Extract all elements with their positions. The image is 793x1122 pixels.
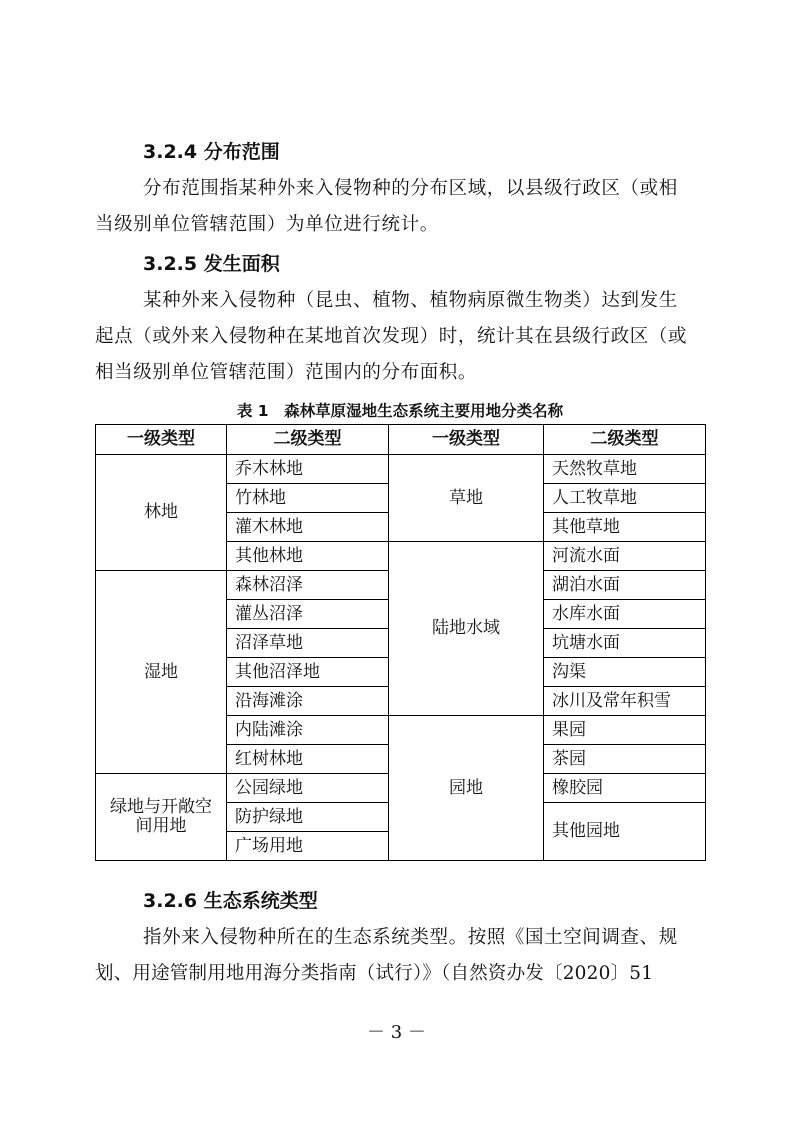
table-cell: 茶园 xyxy=(544,745,706,774)
table-cell: 冰川及常年积雪 xyxy=(544,687,706,716)
table-cell: 灌木林地 xyxy=(227,513,389,542)
header-cell: 一级类型 xyxy=(389,425,544,455)
section-heading-3-2-4: 3.2.4 分布范围 xyxy=(143,141,280,163)
paragraph-line: 指外来入侵物种所在的生态系统类型。按照《国土空间调查、规 xyxy=(143,927,678,948)
paragraph-line: 相当级别单位管辖范围）范围内的分布面积。 xyxy=(95,362,478,383)
group-cell-forest: 林地 xyxy=(96,455,227,571)
table-header-row xyxy=(96,425,706,455)
table-cell: 其他林地 xyxy=(227,542,389,571)
section-heading-3-2-6: 3.2.6 生态系统类型 xyxy=(143,890,318,912)
table-caption: 表 1 森林草原湿地生态系统主要用地分类名称 xyxy=(236,402,564,420)
section-heading-3-2-5: 3.2.5 发生面积 xyxy=(143,253,280,275)
table-cell: 红树林地 xyxy=(227,745,389,774)
table-cell: 橡胶园 xyxy=(544,774,706,803)
paragraph-line: 分布范围指某种外来入侵物种的分布区域，以县级行政区（或相 xyxy=(143,178,678,199)
paragraph-line: 起点（或外来入侵物种在某地首次发现）时，统计其在县级行政区（或 xyxy=(95,326,688,347)
table-cell: 沼泽草地 xyxy=(227,629,389,658)
table-cell: 天然牧草地 xyxy=(544,455,706,484)
table-cell: 灌丛沼泽 xyxy=(227,600,389,629)
table-cell: 水库水面 xyxy=(544,600,706,629)
group-cell-greenspace: 绿地与开敞空间用地 xyxy=(96,774,227,861)
table-cell: 防护绿地 xyxy=(227,803,389,832)
table-cell: 公园绿地 xyxy=(227,774,389,803)
table-cell: 森林沼泽 xyxy=(227,571,389,600)
table-cell: 竹林地 xyxy=(227,484,389,513)
paragraph-line: 当级别单位管辖范围）为单位进行统计。 xyxy=(95,214,439,235)
paragraph-line: 划、用途管制用地用海分类指南（试行）》（自然资办发〔2020〕51 xyxy=(95,963,654,984)
table-cell: 沟渠 xyxy=(544,658,706,687)
table-cell: 河流水面 xyxy=(544,542,706,571)
table-cell: 其他沼泽地 xyxy=(227,658,389,687)
page-number: － 3 － xyxy=(367,1022,426,1043)
header-cell: 一级类型 xyxy=(96,425,227,455)
table-cell: 乔木林地 xyxy=(227,455,389,484)
group-cell-garden: 园地 xyxy=(389,716,544,861)
table-cell: 沿海滩涂 xyxy=(227,687,389,716)
table-cell: 人工牧草地 xyxy=(544,484,706,513)
table-cell: 广场用地 xyxy=(227,832,389,861)
table-cell: 其他草地 xyxy=(544,513,706,542)
table-cell: 其他园地 xyxy=(544,803,706,861)
table-cell: 果园 xyxy=(544,716,706,745)
group-cell-wetland: 湿地 xyxy=(96,571,227,774)
group-cell-grassland: 草地 xyxy=(389,455,544,542)
table-cell: 坑塘水面 xyxy=(544,629,706,658)
table-cell: 内陆滩涂 xyxy=(227,716,389,745)
table-cell: 湖泊水面 xyxy=(544,571,706,600)
paragraph-line: 某种外来入侵物种（昆虫、植物、植物病原微生物类）达到发生 xyxy=(143,290,678,311)
land-use-table xyxy=(95,424,706,861)
table-row xyxy=(96,455,706,484)
group-cell-water: 陆地水域 xyxy=(389,542,544,716)
header-cell: 二级类型 xyxy=(227,425,389,455)
header-cell: 二级类型 xyxy=(544,425,706,455)
